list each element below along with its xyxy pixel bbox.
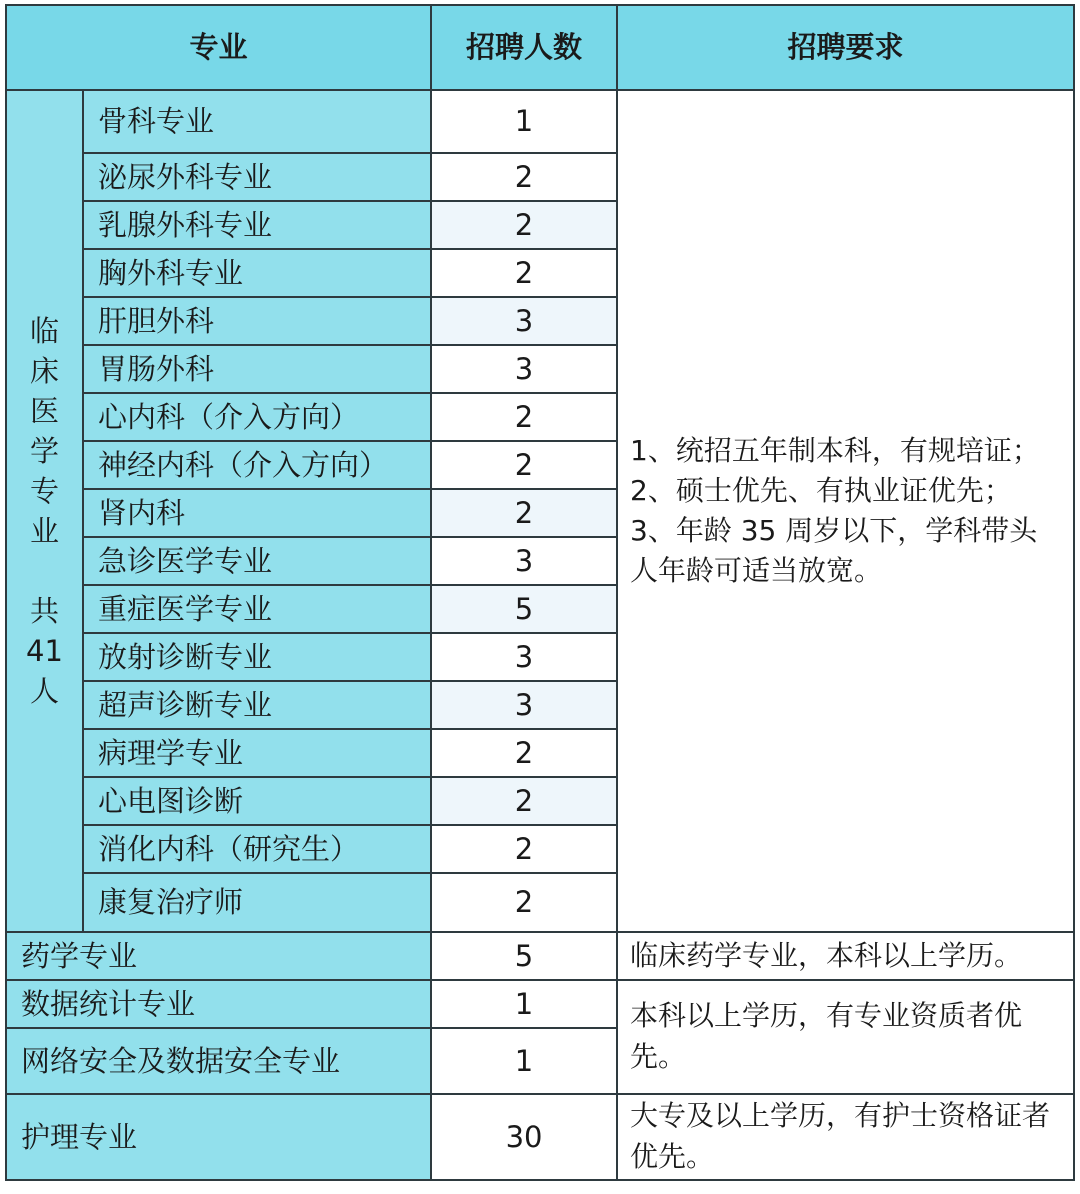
major-cell: 胸外科专业 [83,249,431,297]
major-cell: 重症医学专业 [83,585,431,633]
major-cell: 胃肠外科 [83,345,431,393]
header-row [6,5,1074,90]
major-cell: 消化内科（研究生） [83,825,431,873]
requirement-nursing: 大专及以上学历，有护士资格证者优先。 [617,1094,1074,1180]
major-pharmacy: 药学专业 [6,932,431,980]
count-cell: 1 [431,90,617,153]
table-row-nursing [6,1094,1074,1180]
count-cell: 3 [431,537,617,585]
table-row-pharmacy [6,932,1074,980]
major-cell: 骨科专业 [83,90,431,153]
major-cell: 肾内科 [83,489,431,537]
table-row [6,90,1074,153]
requirement-pharmacy: 临床药学专业，本科以上学历。 [617,932,1074,980]
header-count: 招聘人数 [431,5,617,90]
count-stats: 1 [431,980,617,1028]
recruitment-table-wrapper [5,4,1075,1181]
header-requirements: 招聘要求 [617,5,1074,90]
count-pharmacy: 5 [431,932,617,980]
table-row-stats [6,980,1074,1028]
count-cell: 2 [431,441,617,489]
major-cell: 神经内科（介入方向） [83,441,431,489]
clinical-group-label [6,90,83,932]
clinical-group-text: 临 床 医 学 专 业 共 41 人 [26,313,63,709]
major-network: 网络安全及数据安全专业 [6,1028,431,1094]
major-nursing: 护理专业 [6,1094,431,1180]
major-cell: 急诊医学专业 [83,537,431,585]
major-cell: 乳腺外科专业 [83,201,431,249]
header-major: 专业 [6,5,431,90]
table-body [6,90,1074,1180]
requirement-it: 本科以上学历，有专业资质者优先。 [617,980,1074,1094]
major-cell: 病理学专业 [83,729,431,777]
count-network: 1 [431,1028,617,1094]
major-cell: 泌尿外科专业 [83,153,431,201]
count-cell: 2 [431,777,617,825]
major-stats: 数据统计专业 [6,980,431,1028]
count-nursing: 30 [431,1094,617,1180]
count-cell: 2 [431,873,617,932]
major-cell: 心内科（介入方向） [83,393,431,441]
count-cell: 2 [431,201,617,249]
count-cell: 3 [431,297,617,345]
count-cell: 5 [431,585,617,633]
count-cell: 3 [431,345,617,393]
count-cell: 2 [431,393,617,441]
major-cell: 肝胆外科 [83,297,431,345]
clinical-requirement: 1、统招五年制本科，有规培证； 2、硕士优先、有执业证优先； 3、年龄 35 周岁以下，学科带头人年龄可适当放宽。 [617,90,1074,932]
count-cell: 2 [431,825,617,873]
major-cell: 超声诊断专业 [83,681,431,729]
major-cell: 心电图诊断 [83,777,431,825]
count-cell: 3 [431,681,617,729]
major-cell: 放射诊断专业 [83,633,431,681]
count-cell: 2 [431,153,617,201]
count-cell: 3 [431,633,617,681]
count-cell: 2 [431,489,617,537]
count-cell: 2 [431,729,617,777]
major-cell: 康复治疗师 [83,873,431,932]
count-cell: 2 [431,249,617,297]
recruitment-table [5,4,1075,1181]
